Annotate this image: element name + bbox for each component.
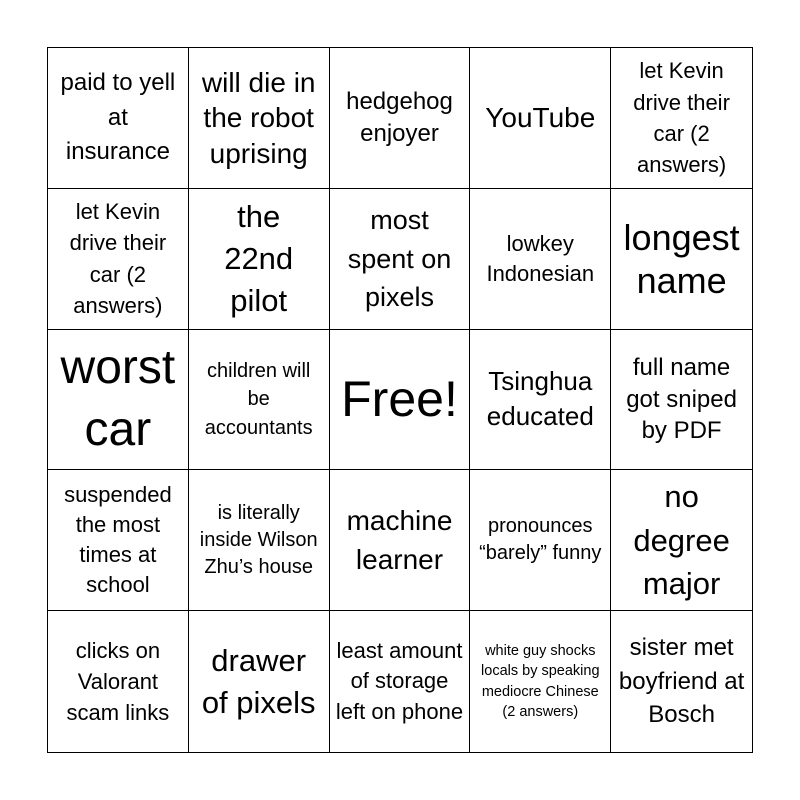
bingo-board	[47, 47, 753, 753]
bingo-cell-text: no degree major	[633, 479, 730, 601]
bingo-cell[interactable]	[330, 48, 471, 189]
bingo-cell-text: children will be accountants	[204, 359, 313, 439]
bingo-cell[interactable]	[48, 470, 189, 611]
bingo-cell[interactable]	[611, 48, 752, 189]
bingo-cell[interactable]	[189, 470, 330, 611]
bingo-cell-text: hedgehog enjoyer	[346, 87, 453, 147]
bingo-cell-text: worst car	[60, 341, 176, 457]
bingo-cell-text: white guy shocks locals by speaking mediocre Chinese (2 answers)	[481, 643, 600, 720]
bingo-cell-text: Free!	[341, 371, 458, 428]
bingo-cell-text: will die in the robot uprising	[201, 66, 316, 169]
bingo-cell-text: drawer of pixels	[201, 642, 316, 720]
bingo-cell-text: lowkey Indonesian	[486, 231, 595, 286]
bingo-cell[interactable]	[189, 189, 330, 330]
bingo-cell-text: pronounces “barely” funny	[479, 515, 602, 565]
bingo-cell[interactable]	[48, 48, 189, 189]
bingo-cell[interactable]	[470, 611, 611, 752]
bingo-cell[interactable]	[470, 470, 611, 611]
bingo-cell-text: least amount of storage left on phone	[335, 638, 464, 724]
bingo-cell[interactable]	[189, 330, 330, 471]
bingo-cell[interactable]	[189, 48, 330, 189]
bingo-cell[interactable]	[48, 189, 189, 330]
bingo-cell-text: sister met boyfriend at Bosch	[618, 634, 745, 729]
bingo-cell[interactable]	[48, 330, 189, 471]
bingo-cell[interactable]	[611, 611, 752, 752]
bingo-cell[interactable]	[48, 611, 189, 752]
bingo-cell[interactable]	[470, 330, 611, 471]
bingo-cell[interactable]	[611, 330, 752, 471]
bingo-cell[interactable]	[611, 470, 752, 611]
bingo-cell[interactable]	[330, 330, 471, 471]
bingo-cell-text: the 22nd pilot	[224, 198, 294, 318]
bingo-cell[interactable]	[189, 611, 330, 752]
bingo-cell-text: let Kevin drive their car (2 answers)	[633, 58, 730, 178]
bingo-cell-text: suspended the most times at school	[64, 482, 172, 598]
bingo-cell-text: let Kevin drive their car (2 answers)	[69, 199, 167, 318]
bingo-cell-text: machine learner	[346, 505, 453, 576]
bingo-cell-text: most spent on pixels	[347, 205, 452, 312]
bingo-cell-text: full name got sniped by PDF	[626, 353, 737, 445]
bingo-cell[interactable]	[330, 611, 471, 752]
bingo-cell-text: longest name	[623, 216, 740, 301]
bingo-cell-text: is literally inside Wilson Zhu’s house	[199, 502, 318, 578]
bingo-cell-text: Tsinghua educated	[486, 366, 594, 432]
bingo-cell[interactable]	[330, 470, 471, 611]
bingo-cell[interactable]	[330, 189, 471, 330]
bingo-cell-text: clicks on Valorant scam links	[66, 637, 170, 726]
bingo-cell[interactable]	[470, 189, 611, 330]
bingo-cell[interactable]	[470, 48, 611, 189]
bingo-cell[interactable]	[611, 189, 752, 330]
bingo-cell-text: YouTube	[485, 102, 596, 134]
bingo-cell-text: paid to yell at insurance	[60, 68, 176, 166]
